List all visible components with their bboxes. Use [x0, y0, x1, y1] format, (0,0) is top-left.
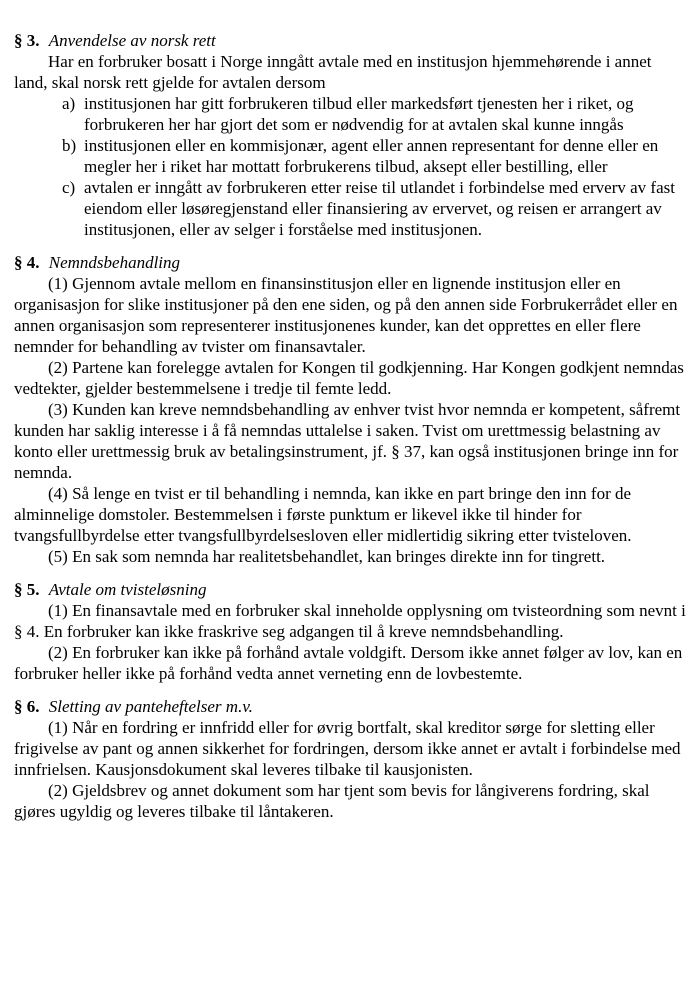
section-4-paragraph-1: (1) Gjennom avtale mellom en finansinstitusjon eller en lignende institusjon eller en organisasjon for slike institusjoner på den ene siden, og på den annen side Forbrukerrådet eller en annen organisasjon som representerer institusjonenes kunder, kan det opprettes en eller flere nemnder for behandling av tvister om finansavtaler. — [14, 274, 678, 356]
section-3-intro: Har en forbruker bosatt i Norge inngått avtale med en institusjon hjemmehørende i annet land, skal norsk rett gjelde for avtalen dersom — [14, 52, 652, 92]
list-item-b-text: institusjonen eller en kommisjonær, agent eller annen representant for denne eller en megler her i riket har mottatt forbrukerens tilbud, aksept eller bestilling, eller — [84, 136, 659, 176]
section-6-paragraph-1: (1) Når en fordring er innfridd eller for øvrig bortfalt, skal kreditor sørge for sletting eller frigivelse av pant og annen sikkerhet for fordringen, dersom ikke annet er avtalt i forbindelse med innfrielsen. Kausjonsdokument skal leveres tilbake til kausjonisten. — [14, 718, 681, 779]
section-3-heading — [14, 30, 688, 51]
section-3-number: § 3. — [14, 31, 40, 50]
section-6-heading — [14, 696, 688, 717]
section-4-paragraph-4: (4) Så lenge en tvist er til behandling i nemnda, kan ikke en part bringe den inn for de alminnelige domstoler. Bestemmelsen i første punktum er likevel ikke til hinder for tvangsfullbyrdelse etter tvangsfullbyrdelsesloven eller midlertidig sikring etter tvisteloven. — [14, 484, 632, 545]
section-4-paragraph-2: (2) Partene kan forelegge avtalen for Kongen til godkjenning. Har Kongen godkjent nemndas vedtekter, gjelder bestemmelsene i tredje til femte ledd. — [14, 358, 684, 398]
section-4-heading — [14, 252, 688, 273]
section-5 — [14, 579, 688, 684]
section-4 — [14, 252, 688, 567]
list-marker-b: b) — [62, 136, 77, 155]
list-item-c — [62, 177, 688, 240]
section-6 — [14, 696, 688, 822]
list-item-a — [62, 93, 688, 135]
section-3-title: Anvendelse av norsk rett — [48, 31, 216, 50]
section-4-title: Nemndsbehandling — [48, 253, 181, 272]
list-item-b — [62, 135, 688, 177]
section-5-heading — [14, 579, 688, 600]
section-5-paragraph-1: (1) En finansavtale med en forbruker skal inneholde opplysning om tvisteordning som nevnt i § 4. En forbruker kan ikke fraskrive seg adgangen til å kreve nemndsbehandling. — [14, 601, 686, 641]
section-3-item-list — [14, 93, 688, 240]
section-3 — [14, 30, 688, 240]
section-4-number: § 4. — [14, 253, 40, 272]
section-6-title: Sletting av panteheftelser m.v. — [48, 697, 253, 716]
section-6-number: § 6. — [14, 697, 40, 716]
section-4-paragraph-5: (5) En sak som nemnda har realitetsbehandlet, kan bringes direkte inn for tingrett. — [48, 547, 606, 566]
list-item-a-text: institusjonen har gitt forbrukeren tilbud eller markedsført tjenesten her i riket, og forbrukeren her har gjort det som er nødvendig for at avtalen skal kunne inngås — [84, 94, 634, 134]
section-6-paragraph-2: (2) Gjeldsbrev og annet dokument som har tjent som bevis for långiverens fordring, skal gjøres ugyldig og leveres tilbake til låntakeren. — [14, 781, 650, 821]
section-5-paragraph-2: (2) En forbruker kan ikke på forhånd avtale voldgift. Dersom ikke annet følger av lov, kan en forbruker heller ikke på forhånd vedta annet verneting enn de lovbestemte. — [14, 643, 683, 683]
section-5-title: Avtale om tvisteløsning — [48, 580, 207, 599]
section-5-number: § 5. — [14, 580, 40, 599]
list-marker-c: c) — [62, 178, 76, 197]
list-marker-a: a) — [62, 94, 76, 113]
list-item-c-text: avtalen er inngått av forbrukeren etter reise til utlandet i forbindelse med erverv av fast eiendom eller løsøregjenstand eller finansiering av ervervet, og reisen er arrangert av institusjonen, eller av selger i forståelse med institusjonen. — [84, 178, 675, 239]
section-4-paragraph-3: (3) Kunden kan kreve nemndsbehandling av enhver tvist hvor nemnda er kompetent, såfremt kunden har saklig interesse i å få nemndas uttalelse i saken. Tvist om urettmessig belastning av konto eller urettmessig bruk av betalingsinstrument, jf. § 37, kan også institusjonen bringe inn for nemnda. — [14, 400, 681, 482]
